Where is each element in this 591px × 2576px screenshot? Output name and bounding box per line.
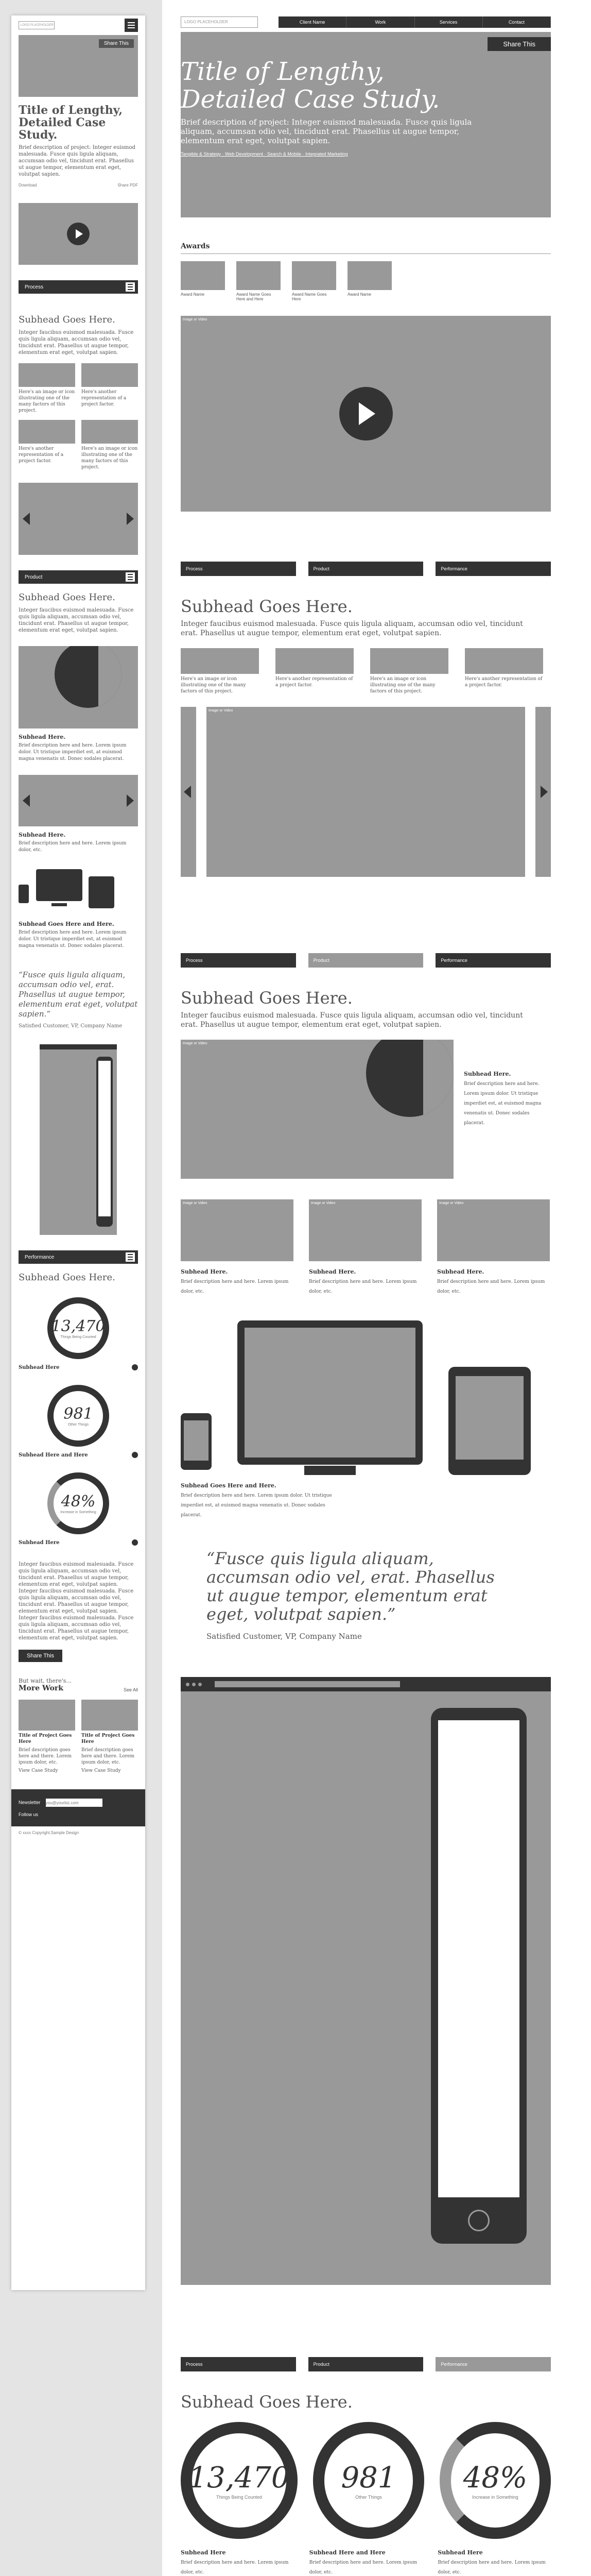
product-caption: Subhead Here. Brief description here and here. Lorem ipsum dolor. Ut tristique imperdiet est, at euismod magna venenatis ut. Donec sodales placerat. xyxy=(464,1071,542,1126)
site-logo[interactable]: LOGO PLACEHOLDER xyxy=(181,16,258,28)
product-feature xyxy=(181,1040,551,1179)
process-item: Here's an image or icon illustrating one of the many factors of this project. xyxy=(181,648,259,694)
section-labels xyxy=(181,2357,551,2371)
section-menu-icon[interactable] xyxy=(126,282,135,292)
mobile-stat-caption: Subhead Here xyxy=(19,1539,138,1546)
more-work-card[interactable]: Title of Project Goes Here Brief description goes here and there. Lorem ipsum dolor, etc. View Case Study xyxy=(81,1700,138,1774)
process-item: Here's another representation of a project factor. xyxy=(81,363,138,414)
award-item: Award Name Goes Here xyxy=(292,261,336,301)
mobile-more-work-grid xyxy=(19,1700,138,1774)
hero-tags[interactable]: Tangible & Strategy · Web Development · Search & Mobile · Integrated Marketing xyxy=(181,151,348,157)
carousel-prev-icon[interactable] xyxy=(23,794,30,807)
stat-captions: Subhead Here Brief description here and here. Lorem ipsum dolor, etc. Subhead Here and Here Brief description here and here. Lorem ipsum dolor, etc. Subhead Here Brief description here and here. Lorem ipsum dolor, etc. xyxy=(181,2549,546,2575)
stat-circle: 981 Other Things xyxy=(313,2422,424,2539)
phone-home-button-icon xyxy=(468,2210,490,2231)
product-image: Image or Video xyxy=(181,1040,454,1179)
mobile-carousel-2 xyxy=(19,775,138,826)
zoom-circle xyxy=(55,646,121,708)
process-item: Here's an image or icon illustrating one of the many factors of this project. xyxy=(81,420,138,470)
thumbnail-card: Image or Video Subhead Here. Brief description here and here. Lorem ipsum dolor, etc. xyxy=(309,1199,422,1295)
mobile-hero-description: Brief description of project: Integer euismod malesuada. Fusce quis ligula aliquam, accumsan odio vel, tincidunt erat. Phasellus ut augue tempor, elementum erat eget, volutpat sapien. xyxy=(19,145,135,177)
mobile-logo[interactable]: LOGO PLACEHOLDER xyxy=(19,21,55,29)
phone-frame xyxy=(96,1057,113,1227)
mobile-subhead: Subhead Goes Here. xyxy=(19,1272,115,1283)
monitor-device-icon xyxy=(36,869,82,901)
process-item: Here's another representation of a project factor. xyxy=(465,648,543,694)
section-labels xyxy=(181,562,551,576)
info-dot-icon[interactable] xyxy=(132,1452,138,1458)
mobile-preview xyxy=(11,15,145,2290)
mobile-caption-title: Subhead Here. xyxy=(19,832,66,838)
award-item: Award Name Goes Here and Here xyxy=(236,261,281,301)
nav-item[interactable]: Services xyxy=(415,16,483,28)
awards-list xyxy=(181,261,551,301)
hero-banner xyxy=(181,32,551,217)
testimonial xyxy=(206,1549,551,1641)
hamburger-menu-icon[interactable] xyxy=(125,19,138,32)
tablet-device-icon xyxy=(448,1367,531,1475)
mobile-devices-illustration xyxy=(19,869,138,921)
tablet-device-icon xyxy=(89,876,114,908)
mobile-stat-circle: 48% Increase in Something xyxy=(47,1472,109,1534)
process-image xyxy=(81,420,138,444)
section-menu-icon[interactable] xyxy=(126,1252,135,1262)
awards-heading: Awards xyxy=(181,242,551,254)
stat-circle: 13,470 Things Being Counted xyxy=(181,2422,298,2539)
award-item: Award Name xyxy=(347,261,392,301)
share-button[interactable]: Share This xyxy=(488,37,551,51)
mobile-hero-image xyxy=(19,35,138,97)
see-all-link[interactable]: See All xyxy=(123,1687,138,1692)
play-icon[interactable] xyxy=(339,387,393,440)
mobile-email-input[interactable] xyxy=(46,1799,102,1807)
mobile-caption-text: Brief description here and here. Lorem ipsum dolor, etc. xyxy=(19,841,127,853)
monitor-device-icon xyxy=(237,1320,423,1465)
carousel-next[interactable] xyxy=(535,707,551,877)
mobile-phone-screenshot xyxy=(40,1044,117,1235)
label-product[interactable]: Product xyxy=(308,562,424,576)
info-dot-icon[interactable] xyxy=(132,1539,138,1546)
stats-row xyxy=(181,2422,551,2539)
mobile-process-grid xyxy=(19,363,138,470)
testimonial-quote: “Fusce quis ligula aliquam, accumsan odio vel, erat. Phasellus ut augue tempor, elementum erat eget, volutpat sapien.” xyxy=(206,1549,495,1624)
browser-bar xyxy=(40,1044,117,1049)
product-thumbnails xyxy=(181,1199,551,1295)
page-title: Title of Lengthy, Detailed Case Study. xyxy=(181,57,440,114)
carousel-next-icon[interactable] xyxy=(541,786,548,798)
mobile-subhead: Subhead Goes Here. xyxy=(19,592,115,603)
label-product[interactable]: Product xyxy=(308,2357,424,2371)
share-pdf-link[interactable]: Share PDF xyxy=(117,183,138,188)
desktop-preview xyxy=(162,0,591,2576)
testimonial-attribution: Satisfied Customer, VP, Company Name xyxy=(206,1632,362,1641)
process-item: Here's another representation of a project factor. xyxy=(275,648,354,694)
process-image xyxy=(19,363,75,387)
mobile-header xyxy=(11,15,145,35)
phone-device-icon xyxy=(181,1413,212,1470)
section-body: Integer faucibus euismod malesuada. Fusce quis ligula aliquam, accumsan odio vel, tincidunt erat. Phasellus ut augue tempor, elementum erat eget, volutpat sapien. xyxy=(181,1011,523,1029)
nav-item[interactable]: Contact xyxy=(483,16,551,28)
mobile-page-title: Title of Lengthy, Detailed Case Study. xyxy=(19,104,123,142)
award-image xyxy=(181,261,225,290)
section-labels xyxy=(181,953,551,968)
award-item: Award Name xyxy=(181,261,225,301)
info-dot-icon[interactable] xyxy=(132,1364,138,1370)
process-items xyxy=(181,648,551,694)
mobile-devices-caption-title: Subhead Goes Here and Here. xyxy=(19,921,114,927)
carousel-next-icon[interactable] xyxy=(127,794,134,807)
process-image xyxy=(19,420,75,444)
mobile-section-bar-performance[interactable]: Performance xyxy=(19,1250,138,1264)
stat-circle: 48% Increase in Something xyxy=(440,2422,551,2539)
mobile-section-bar-process[interactable]: Process xyxy=(19,280,138,294)
mobile-devices-caption-text: Brief description here and here. Lorem ipsum dolor. Ut tristique imperdiet est, at euismod magna venenatis ut. Donec sodales placerat. xyxy=(19,930,127,948)
award-image xyxy=(292,261,336,290)
carousel-next-icon[interactable] xyxy=(127,513,134,525)
phone-screen xyxy=(98,1061,111,1216)
zoom-circle xyxy=(366,1040,454,1117)
mobile-stat-caption: Subhead Here and Here xyxy=(19,1452,138,1458)
process-item: Here's an image or icon illustrating one of the many factors of this project. xyxy=(370,648,448,694)
process-image xyxy=(81,363,138,387)
browser-url-bar xyxy=(215,1681,400,1687)
carousel-prev-icon[interactable] xyxy=(23,513,30,525)
mobile-stat-circle: 13,470 Things Being Counted xyxy=(47,1297,109,1359)
performance-section xyxy=(181,2357,551,2576)
carousel-slide: Image or Video xyxy=(206,707,525,877)
thumbnail-card: Image or Video Subhead Here. Brief description here and here. Lorem ipsum dolor, etc. xyxy=(437,1199,550,1295)
award-image xyxy=(236,261,281,290)
mobile-caption-title: Subhead Here. xyxy=(19,734,66,740)
mobile-share-button[interactable]: Share This xyxy=(99,39,134,48)
label-performance[interactable]: Performance xyxy=(436,562,551,576)
mobile-body-text: Integer faucibus euismod malesuada. Fusce quis ligula aliquam, accumsan odio vel, tincidunt erat. Phasellus ut augue tempor, elementum erat eget, volutpat sapien. xyxy=(19,607,134,633)
product-section xyxy=(181,953,551,2285)
mobile-footer: Newsletteryou@yourbiz.com Follow us xyxy=(11,1789,145,1826)
hero-description: Brief description of project: Integer euismod malesuada. Fusce quis ligula aliquam, accumsan odio vel, tincidunt erat. Phasellus ut augue tempor, elementum erat eget, volutpat sapien. xyxy=(181,117,472,145)
carousel-prev-icon[interactable] xyxy=(184,786,191,798)
mobile-copyright: © xxxx Copyright.Sample Design xyxy=(19,1831,79,1835)
phone-screen xyxy=(438,1720,519,2197)
mobile-subhead: Subhead Goes Here. xyxy=(19,314,115,325)
award-image xyxy=(347,261,392,290)
mobile-caption-text: Brief description here and here. Lorem ipsum dolor. Ut tristique imperdiet est, at euismod magna venenatis ut. Donec sodales placerat. xyxy=(19,743,127,761)
mobile-body-long: Integer faucibus euismod malesuada. Fusce quis ligula aliquam, accumsan odio vel, tincidunt erat. Phasellus ut augue tempor, elementum erat eget, volutpat sapien. Integer faucibus euismod malesuada. Fusce quis ligula aliquam, accumsan odio vel, tincidunt erat. Phasellus ut augue tempor, elementum erat eget, volutpat sapien. Integer faucibus euismod malesuada. Fusce quis ligula aliquam, accumsan odio vel, tincidunt erat. Phasellus ut augue tempor, elementum erat eget, volutpat sapien. xyxy=(19,1562,134,1641)
play-icon[interactable] xyxy=(67,223,90,245)
section-subhead: Subhead Goes Here. xyxy=(181,597,353,616)
monitor-stand xyxy=(304,1466,356,1475)
browser-mockup xyxy=(181,1677,551,2285)
browser-toolbar xyxy=(181,1677,551,1691)
thumbnail-card: Image or Video Subhead Here. Brief description here and here. Lorem ipsum dolor, etc. xyxy=(181,1199,293,1295)
nav-item[interactable]: Client Name xyxy=(279,16,346,28)
label-process[interactable]: Process xyxy=(181,953,296,968)
process-section xyxy=(181,562,551,877)
mobile-share-cta-button[interactable]: Share This xyxy=(19,1650,62,1662)
process-item: Here's another representation of a project factor. xyxy=(19,420,75,470)
section-menu-icon[interactable] xyxy=(126,572,135,582)
mobile-carousel xyxy=(19,483,138,555)
section-body: Integer faucibus euismod malesuada. Fusce quis ligula aliquam, accumsan odio vel, tincidunt erat. Phasellus ut augue tempor, elementum erat eget, volutpat sapien. xyxy=(181,620,523,637)
label-process[interactable]: Process xyxy=(181,562,296,576)
section-subhead: Subhead Goes Here. xyxy=(181,988,353,1008)
download-link[interactable]: Download xyxy=(19,183,37,188)
video-player[interactable]: Image or Video xyxy=(181,316,551,512)
phone-mockup xyxy=(431,1708,527,2244)
mobile-body-text: Integer faucibus euismod malesuada. Fusce quis ligula aliquam, accumsan odio vel, tincidunt erat. Phasellus ut augue tempor, elementum erat eget, volutpat sapien. xyxy=(19,330,134,355)
label-process[interactable]: Process xyxy=(181,2357,296,2371)
mobile-video[interactable] xyxy=(19,203,138,265)
more-work-card[interactable]: Title of Project Goes Here Brief description goes here and there. Lorem ipsum dolor, etc. View Case Study xyxy=(19,1700,75,1774)
mobile-links xyxy=(19,183,138,188)
phone-device-icon xyxy=(19,885,29,903)
mobile-quote: “Fusce quis ligula aliquam, accumsan odio vel, erat. Phasellus ut augue tempor, elementum erat eget, volutpat sapien.” xyxy=(19,970,138,1019)
mobile-product-image xyxy=(19,646,138,728)
monitor-stand xyxy=(51,903,67,906)
top-navigation xyxy=(181,16,551,28)
carousel-prev[interactable] xyxy=(181,707,196,877)
label-performance[interactable]: Performance xyxy=(436,2357,551,2371)
mobile-stat-circle: 981 Other Things xyxy=(47,1385,109,1447)
mobile-quote-attribution: Satisfied Customer, VP, Company Name xyxy=(19,1023,123,1029)
mobile-more-work-header: But wait, there's... More Work See All xyxy=(19,1677,138,1692)
label-performance[interactable]: Performance xyxy=(436,953,551,968)
image-carousel xyxy=(181,707,551,877)
section-subhead: Subhead Goes Here. xyxy=(181,2392,353,2412)
devices-illustration xyxy=(181,1320,551,1475)
mobile-section-bar-product[interactable]: Product xyxy=(19,570,138,584)
label-product[interactable]: Product xyxy=(308,953,424,968)
mobile-stat-caption: Subhead Here xyxy=(19,1364,138,1370)
process-item: Here's an image or icon illustrating one of the many factors of this project. xyxy=(19,363,75,414)
awards-section xyxy=(181,242,551,512)
devices-caption: Subhead Goes Here and Here. Brief description here and here. Lorem ipsum dolor. Ut tristique imperdiet est, at euismod magna venenatis ut. Donec sodales placerat. xyxy=(181,1482,332,1518)
nav-item[interactable]: Work xyxy=(346,16,414,28)
nav-menu xyxy=(279,16,551,28)
